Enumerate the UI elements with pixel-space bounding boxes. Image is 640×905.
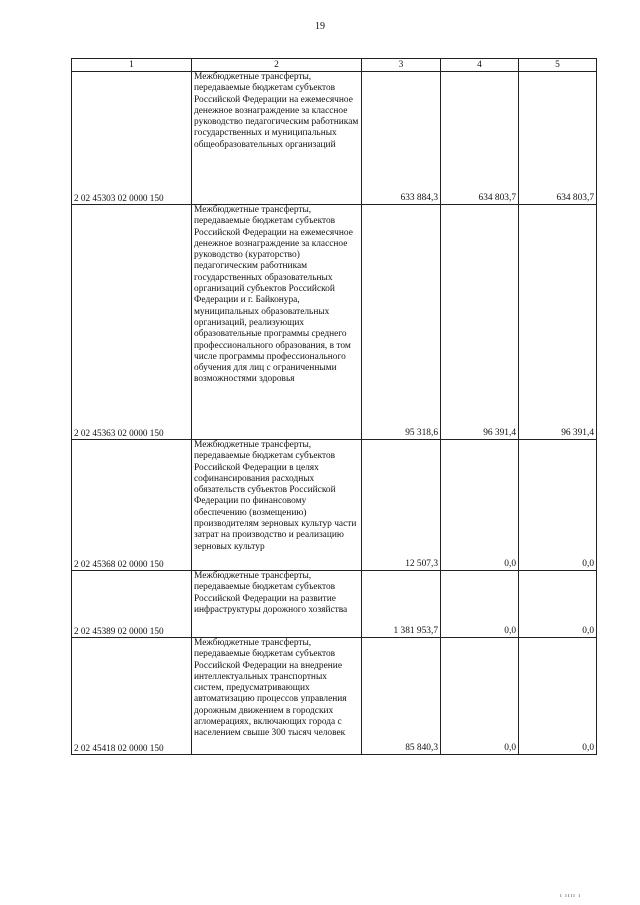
- value-col-5: 634 803,7: [519, 72, 597, 205]
- value-col-3: 95 318,6: [362, 205, 441, 440]
- header-col-1: 1: [72, 59, 192, 72]
- row-description: Межбюджетные трансферты, передаваемые бюджетам субъектов Российской Федерации на ежемесячное денежное вознаграждение за классное руководство (кураторство) педагогическим работникам государственных образовательных организаций субъектов Российской Федерации и г. Байконура, муниципальных образовательных организаций, реализующих образовательные программы среднего профессионального образования, в том числе программы профессионального обучения для лиц с ограниченными возможностями здоровья: [192, 205, 362, 440]
- budget-code: 2 02 45363 02 0000 150: [72, 205, 192, 440]
- value-col-3: 12 507,3: [362, 440, 441, 571]
- table-row: [72, 571, 597, 638]
- row-description: Межбюджетные трансферты, передаваемые бюджетам субъектов Российской Федерации на ежемесячное денежное вознаграждение за классное руководство педагогическим работникам государственных и муниципальных общеобразовательных организаций: [192, 72, 362, 205]
- table-row: [72, 440, 597, 571]
- value-col-5: 0,0: [519, 638, 597, 755]
- value-col-3: 633 884,3: [362, 72, 441, 205]
- header-col-2: 2: [192, 59, 362, 72]
- table-row: [72, 638, 597, 755]
- table-row: [72, 72, 597, 205]
- value-col-5: 0,0: [519, 571, 597, 638]
- budget-code: 2 02 45303 02 0000 150: [72, 72, 192, 205]
- value-col-4: 0,0: [441, 440, 519, 571]
- budget-code: 2 02 45418 02 0000 150: [72, 638, 192, 755]
- footer-marks: ı ıııı ı: [560, 893, 582, 899]
- budget-table: [71, 58, 597, 755]
- value-col-5: 0,0: [519, 440, 597, 571]
- header-col-3: 3: [362, 59, 441, 72]
- budget-code: 2 02 45389 02 0000 150: [72, 571, 192, 638]
- value-col-4: 96 391,4: [441, 205, 519, 440]
- header-row: [72, 59, 597, 72]
- value-col-4: 0,0: [441, 638, 519, 755]
- value-col-5: 96 391,4: [519, 205, 597, 440]
- value-col-3: 1 381 953,7: [362, 571, 441, 638]
- header-col-5: 5: [519, 59, 597, 72]
- budget-code: 2 02 45368 02 0000 150: [72, 440, 192, 571]
- page-number: 19: [315, 21, 325, 32]
- row-description: Межбюджетные трансферты, передаваемые бюджетам субъектов Российской Федерации на внедрение интеллектуальных транспортных систем, предусматривающих автоматизацию процессов управления дорожным движением в городских агломерациях, включающих города с населением свыше 300 тысяч человек: [192, 638, 362, 755]
- row-description: Межбюджетные трансферты, передаваемые бюджетам субъектов Российской Федерации на развитие инфраструктуры дорожного хозяйства: [192, 571, 362, 638]
- row-description: Межбюджетные трансферты, передаваемые бюджетам субъектов Российской Федерации в целях софинансирования расходных обязательств субъектов Российской Федерации по финансовому обеспечению (возмещению) производителям зерновых культур части затрат на производство и реализацию зерновых культур: [192, 440, 362, 571]
- value-col-4: 634 803,7: [441, 72, 519, 205]
- value-col-3: 85 840,3: [362, 638, 441, 755]
- table-row: [72, 205, 597, 440]
- value-col-4: 0,0: [441, 571, 519, 638]
- header-col-4: 4: [441, 59, 519, 72]
